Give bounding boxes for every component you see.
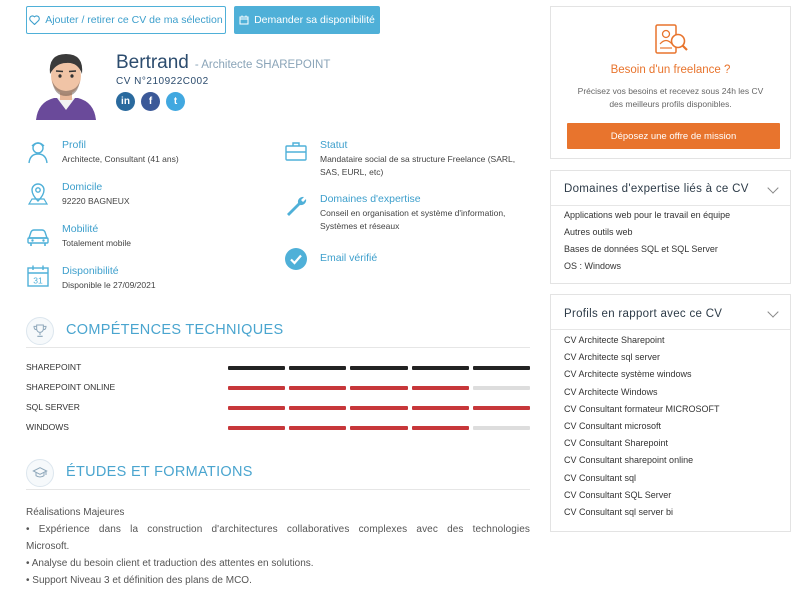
profil-link[interactable]: CV Consultant SQL Server: [564, 489, 672, 500]
domicile-text: 92220 BAGNEUX: [62, 196, 130, 206]
profil-link[interactable]: CV Architecte Windows: [564, 386, 658, 397]
skill-label: SHAREPOINT ONLINE: [26, 382, 116, 392]
graduation-cap-icon: [32, 465, 48, 481]
candidate-role: - Architecte SHAREPOINT: [194, 59, 331, 71]
avatar: [30, 46, 102, 120]
add-to-selection-label: Ajouter / retirer ce CV de ma sélection: [45, 14, 223, 26]
cv-search-icon: [653, 23, 689, 59]
profil-link[interactable]: CV Consultant sharepoint online: [564, 455, 694, 466]
trophy-section-icon: [26, 317, 54, 345]
post-mission-button[interactable]: Déposez une offre de mission: [567, 123, 780, 149]
profils-card: [550, 294, 791, 532]
freelance-title: Besoin d'un freelance ?: [610, 64, 731, 76]
domicile-title: Domicile: [62, 181, 103, 193]
calendar-day-icon: [26, 264, 50, 288]
profil-link[interactable]: CV Consultant formateur MICROSOFT: [564, 403, 720, 414]
skill-level-segment: [228, 366, 285, 370]
skill-level-segment: [412, 426, 469, 430]
trophy-icon: [32, 323, 48, 339]
wrench-icon: [284, 193, 308, 217]
candidate-name-line: [116, 52, 330, 74]
heart-icon: [29, 15, 40, 25]
domaine-link[interactable]: Bases de données SQL et SQL Server: [564, 244, 718, 254]
skill-level-segment: [289, 406, 346, 410]
skill-level-segment: [412, 386, 469, 390]
check-circle-icon: [284, 247, 308, 271]
education-line-1b: Microsoft.: [26, 541, 70, 552]
mobilite-title: Mobilité: [62, 223, 99, 235]
profil-link[interactable]: CV Consultant microsoft: [564, 421, 662, 431]
skill-level-segment: [228, 426, 285, 430]
skill-label: SHAREPOINT: [26, 362, 82, 372]
facebook-icon[interactable]: f: [141, 92, 160, 111]
twitter-icon[interactable]: t: [166, 92, 185, 111]
disponibilite-title: Disponibilité: [62, 265, 119, 277]
skill-level-bar: [228, 366, 530, 370]
briefcase-icon: [284, 139, 308, 163]
calendar-icon: [239, 15, 249, 25]
domaine-link[interactable]: Applications web pour le travail en équipe: [564, 210, 731, 220]
education-section-title: ÉTUDES ET FORMATIONS: [66, 464, 253, 480]
domaines-text: Conseil en organisation et système d'information, Systèmes et réseaux: [320, 208, 506, 231]
skill-level-segment: [228, 386, 285, 390]
skills-divider: [26, 347, 530, 348]
skill-level-segment: [350, 386, 407, 390]
graduation-section-icon: [26, 459, 54, 487]
disponibilite-text: Disponible le 27/09/2021: [62, 280, 156, 290]
car-icon: [26, 224, 50, 248]
chevron-down-icon[interactable]: [767, 306, 778, 317]
freelance-card: [550, 6, 791, 159]
skills-section-title: COMPÉTENCES TECHNIQUES: [66, 322, 284, 338]
profil-link[interactable]: CV Architecte système windows: [564, 369, 692, 380]
statut-text: Mandataire social de sa structure Freelance (SARL, SAS, EURL, etc): [320, 154, 516, 177]
linkedin-icon[interactable]: in: [116, 92, 135, 111]
skill-level-segment: [289, 386, 346, 390]
skill-level-segment: [350, 426, 407, 430]
freelance-text-1: Précisez vos besoins et recevez sous 24h les CV: [577, 86, 764, 96]
location-pin-icon: [26, 182, 50, 206]
profil-title: Profil: [62, 139, 86, 151]
skill-level-segment: [473, 366, 530, 370]
domaine-link[interactable]: OS : Windows: [564, 261, 622, 271]
profil-text: Architecte, Consultant (41 ans): [62, 154, 179, 164]
skill-level-segment: [350, 366, 407, 370]
education-line-2: • Analyse du besoin client et traduction des attentes en solutions.: [26, 558, 314, 569]
request-availability-button[interactable]: [234, 6, 380, 34]
request-availability-label: Demander sa disponibilité: [254, 14, 375, 26]
domaine-link[interactable]: Autres outils web: [564, 227, 633, 237]
social-links: [116, 92, 185, 111]
skill-label: SQL SERVER: [26, 402, 80, 412]
email-verified-title: Email vérifié: [320, 252, 378, 264]
profil-link[interactable]: CV Consultant sql: [564, 472, 637, 483]
domaines-card: [550, 170, 791, 284]
education-line-3: • Support Niveau 3 et définition des plans de MCO.: [26, 575, 252, 586]
skill-level-segment: [228, 406, 285, 410]
statut-title: Statut: [320, 139, 348, 151]
skill-label: WINDOWS: [26, 422, 69, 432]
skill-level-segment: [289, 366, 346, 370]
profil-link[interactable]: CV Consultant sql server bi: [564, 507, 674, 517]
education-divider: [26, 489, 530, 490]
person-icon: [26, 140, 50, 164]
cv-number: CV N°210922C002: [116, 76, 209, 87]
education-heading: Réalisations Majeures: [26, 507, 125, 518]
profils-card-title: Profils en rapport avec ce CV: [564, 308, 723, 320]
skill-level-segment: [412, 366, 469, 370]
freelance-text-2: des meilleurs profils disponibles.: [609, 99, 732, 109]
profils-card-divider: [551, 329, 790, 330]
mobilite-text: Totalement mobile: [62, 238, 131, 248]
profil-link[interactable]: CV Architecte Sharepoint: [564, 335, 665, 345]
domaines-card-divider: [551, 205, 790, 206]
profil-link[interactable]: CV Consultant Sharepoint: [564, 438, 669, 449]
skill-level-segment: [473, 406, 530, 410]
skill-level-bar: [228, 406, 530, 410]
domaines-card-title: Domaines d'expertise liés à ce CV: [564, 183, 749, 195]
candidate-name: Bertrand: [116, 52, 189, 73]
add-to-selection-button[interactable]: [26, 6, 226, 34]
domaines-title: Domaines d'expertise: [320, 193, 421, 205]
profil-link[interactable]: CV Architecte sql server: [564, 352, 661, 363]
skill-level-bar: [228, 386, 530, 390]
skill-level-bar: [228, 426, 530, 430]
skill-level-segment: [412, 406, 469, 410]
skill-level-segment: [473, 386, 530, 390]
skill-level-segment: [350, 406, 407, 410]
skill-level-segment: [289, 426, 346, 430]
skill-level-segment: [473, 426, 530, 430]
calendar-day-number: 31: [33, 275, 43, 286]
education-line-1a: • Expérience dans la construction d'architectures collaboratives complexes avec des technologies: [26, 524, 530, 535]
chevron-down-icon[interactable]: [767, 182, 778, 193]
